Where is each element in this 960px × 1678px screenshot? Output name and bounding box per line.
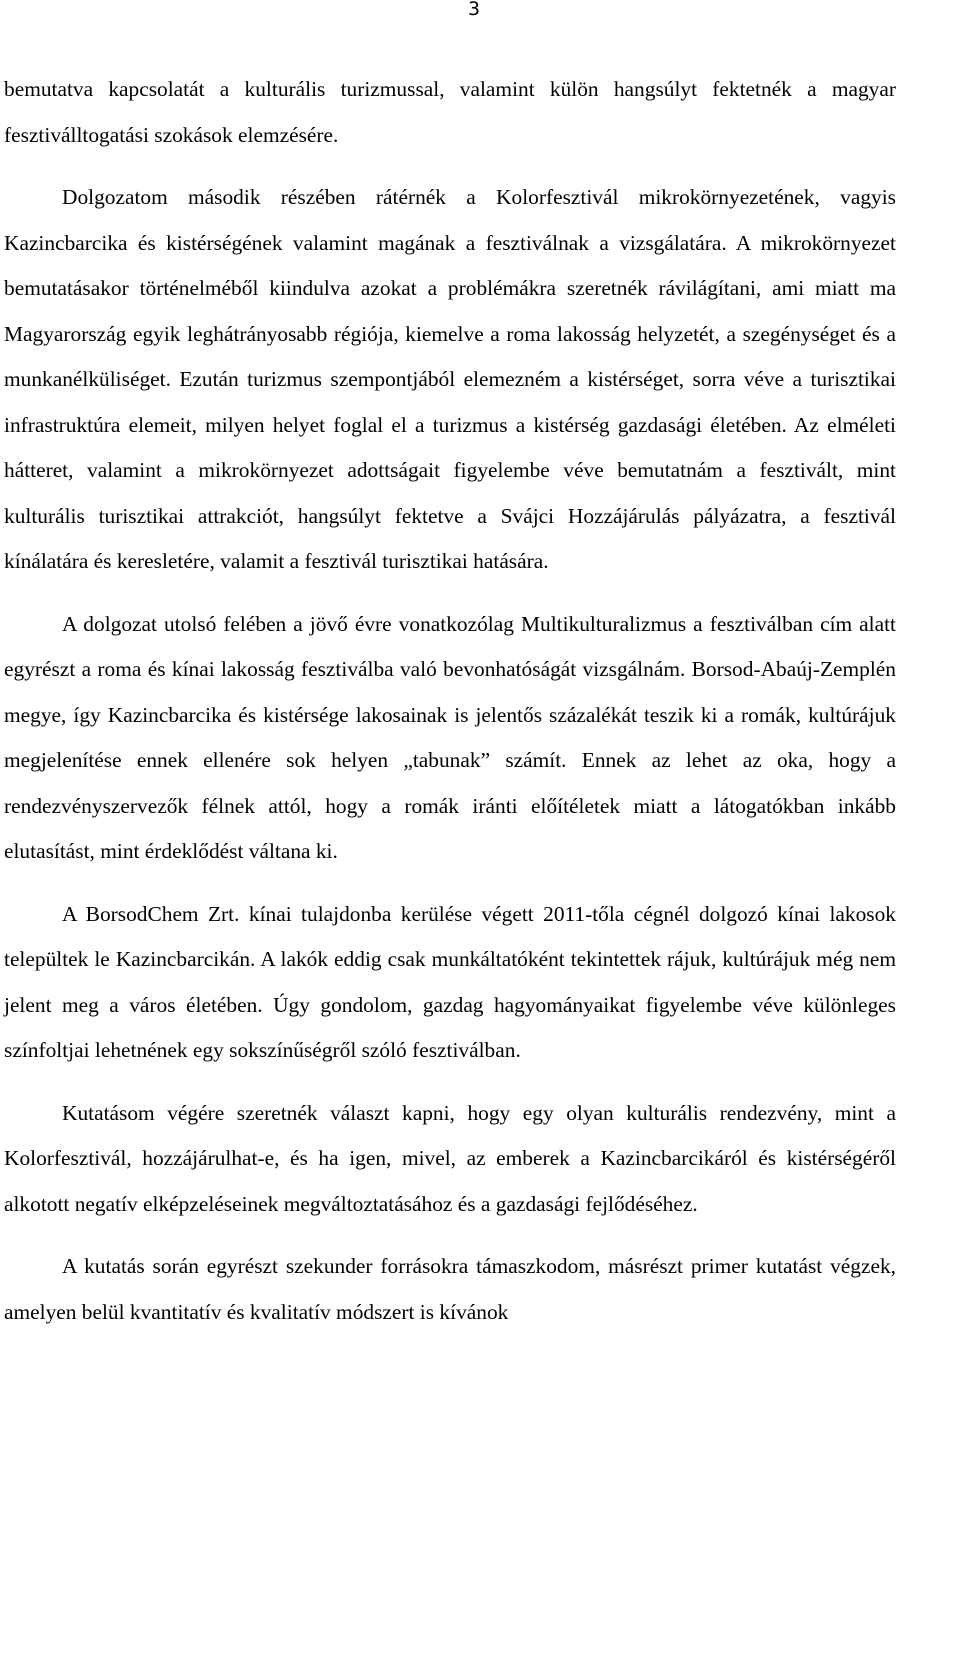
page-number: 3 xyxy=(468,0,481,20)
paragraph: bemutatva kapcsolatát a kulturális turizmussal, valamint külön hangsúlyt fektetnék a magyar fesztiválltogatási szokások elemzésére. xyxy=(4,77,896,147)
paragraph: A kutatás során egyrészt szekunder forrásokra támaszkodom, másrészt primer kutatást végzek, amelyen belül kvantitatív és kvalitatív módszert is kívánok xyxy=(4,1254,896,1324)
body-text xyxy=(4,67,896,1335)
paragraph: Kutatásom végére szeretnék választ kapni, hogy egy olyan kulturális rendezvény, mint a Kolorfesztivál, hozzájárulhat-e, és ha igen, mivel, az emberek a Kazincbarcikáról és kistérségéről alkotott negatív elképzeléseinek megváltoztatásához és a gazdasági fejlődéséhez. xyxy=(4,1100,896,1216)
paragraph: A BorsodChem Zrt. kínai tulajdonba kerülése végett 2011-tőla cégnél dolgozó kínai lakosok települtek le Kazincbarcikán. A lakók eddig csak munkáltatóként tekintettek rájuk, kultúrájuk még nem jelent meg a város életében. Úgy gondolom, gazdag hagyományaikat figyelembe véve különleges színfoltjai lehetnének egy sokszínűségről szóló fesztiválban. xyxy=(4,901,896,1062)
paragraph: A dolgozat utolsó felében a jövő évre vonatkozólag Multikulturalizmus a fesztiválban cím alatt egyrészt a roma és kínai lakosság fesztiválba való bevonhatóságát vizsgálnám. Borsod-Abaúj-Zemplén megye, így Kazincbarcika és kistérsége lakosainak is jelentős százalékát teszik ki a romák, kultúrájuk megjelenítése ennek ellenére sok helyen „tabunak” számít. Ennek az lehet az oka, hogy a rendezvényszervezők félnek attól, hogy a romák iránti előítéletek miatt a látogatókban inkább elutasítást, mint érdeklődést váltana ki. xyxy=(4,611,896,863)
paragraph: Dolgozatom második részében rátérnék a Kolorfesztivál mikrokörnyezetének, vagyis Kazincbarcika és kistérségének valamint magának a fesztiválnak a vizsgálatára. A mikrokörnyezet bemutatásakor történelméből kiindulva azokat a problémákra szeretnék rávilágítani, ami miatt ma Magyarország egyik leghátrányosabb régiója, kiemelve a roma lakosság helyzetét, a szegénységet és a munkanélküliséget. Ezután turizmus szempontjából elemezném a kistérséget, sorra véve a turisztikai infrastruktúra elemeit, milyen helyet foglal el a turizmus a kistérség gazdasági életében. Az elméleti hátteret, valamint a mikrokörnyezet adottságait figyelembe véve bemutatnám a fesztivált, mint kulturális turisztikai attrakciót, hangsúlyt fektetve a Svájci Hozzájárulás pályázatra, a fesztivál kínálatára és keresletére, valamit a fesztivál turisztikai hatására. xyxy=(4,185,896,573)
